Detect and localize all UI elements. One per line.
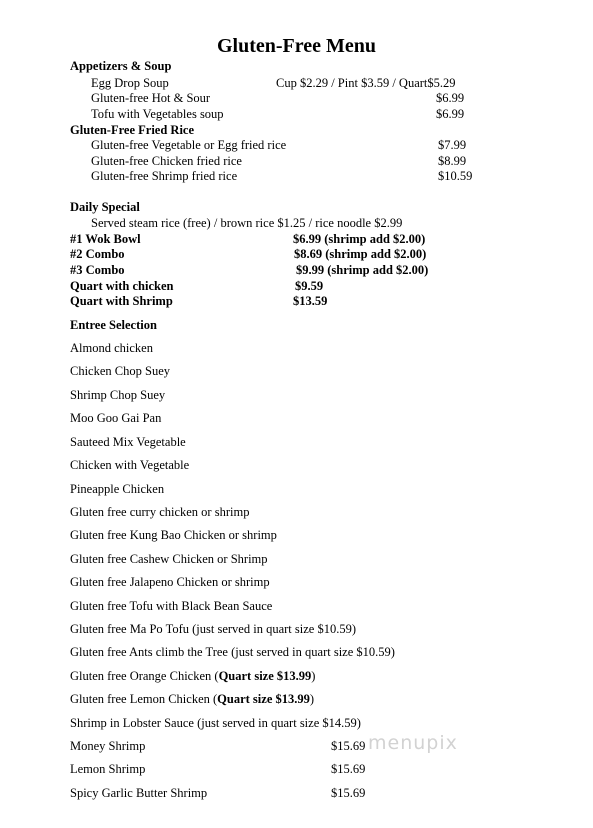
entree-item: Chicken Chop Suey	[70, 364, 170, 378]
entree-item-suffix: )	[309, 692, 315, 706]
menu-item-name: Gluten-free Hot & Sour	[91, 91, 211, 105]
section-heading-appetizers: Appetizers & Soup	[70, 59, 172, 73]
entree-item: Money Shrimp	[70, 739, 146, 753]
entree-item-price: $15.69	[331, 739, 366, 753]
section-heading-entree: Entree Selection	[70, 318, 157, 332]
entree-item: Gluten free Cashew Chicken or Shrimp	[70, 552, 268, 566]
entree-item-text: Gluten free Orange Chicken (	[70, 669, 219, 683]
special-item-price: $9.59	[295, 279, 324, 293]
menu-item-price: $10.59	[438, 169, 473, 183]
entree-item: Gluten free Ants climb the Tree (just served in quart size $10.59)	[70, 645, 395, 659]
special-item-price: $9.99 (shrimp add $2.00)	[296, 263, 429, 277]
entree-item: Lemon Shrimp	[70, 762, 146, 776]
entree-item: Pineapple Chicken	[70, 482, 165, 496]
special-item-name: #3 Combo	[70, 263, 125, 277]
entree-item: Moo Goo Gai Pan	[70, 411, 162, 425]
section-heading-fried-rice: Gluten-Free Fried Rice	[70, 123, 195, 137]
menu-item-price: $6.99	[436, 107, 465, 121]
entree-item: Shrimp in Lobster Sauce (just served in quart size $14.59)	[70, 716, 361, 730]
entree-item	[70, 670, 315, 683]
entree-item-price: $15.69	[331, 762, 366, 776]
entree-item-suffix: )	[311, 669, 316, 683]
entree-item: Chicken with Vegetable	[70, 458, 190, 472]
entree-item	[70, 693, 314, 706]
menu-item-name: Gluten-free Chicken fried rice	[91, 154, 242, 168]
entree-item-price: $15.69	[331, 786, 366, 800]
special-item-price: $8.69 (shrimp add $2.00)	[294, 247, 427, 261]
special-item-name: Quart with chicken	[70, 279, 174, 293]
special-item-name: Quart with Shrimp	[70, 294, 173, 308]
menu-item-name: Tofu with Vegetables soup	[91, 107, 224, 121]
entree-item-bold-price: Quart size $13.99	[218, 669, 312, 683]
menu-item-price: Cup $2.29 / Pint $3.59 / Quart$5.29	[276, 76, 456, 90]
menu-item-name: Gluten-free Vegetable or Egg fried rice	[91, 138, 287, 152]
entree-item: Gluten free Ma Po Tofu (just served in quart size $10.59)	[70, 622, 356, 636]
page-title: Gluten-Free Menu	[216, 35, 377, 57]
entree-item-text: Gluten free Lemon Chicken (	[70, 692, 218, 706]
entree-item: Sauteed Mix Vegetable	[70, 435, 186, 449]
entree-item: Shrimp Chop Suey	[70, 388, 166, 402]
entree-item: Spicy Garlic Butter Shrimp	[70, 786, 208, 800]
entree-item: Gluten free Tofu with Black Bean Sauce	[70, 599, 273, 613]
menu-item-name: Gluten-free Shrimp fried rice	[91, 169, 238, 183]
entree-item: Gluten free Kung Bao Chicken or shrimp	[70, 528, 277, 542]
special-item-price: $13.59	[293, 294, 328, 308]
menu-item-price: $8.99	[438, 154, 467, 168]
menu-item-price: $6.99	[436, 91, 465, 105]
entree-item-bold-price: Quart size $13.99	[217, 692, 310, 706]
section-heading-daily-special: Daily Special	[70, 200, 140, 214]
watermark-logo: menupix	[368, 732, 458, 754]
special-item-name: #1 Wok Bowl	[70, 232, 141, 246]
menu-item-price: $7.99	[438, 138, 467, 152]
daily-special-note: Served steam rice (free) / brown rice $1.25 / rice noodle $2.99	[91, 216, 403, 230]
entree-item: Gluten free curry chicken or shrimp	[70, 505, 250, 519]
entree-item: Almond chicken	[70, 341, 153, 355]
special-item-price: $6.99 (shrimp add $2.00)	[293, 232, 426, 246]
menu-item-name: Egg Drop Soup	[91, 76, 169, 90]
special-item-name: #2 Combo	[70, 247, 125, 261]
entree-item: Gluten free Jalapeno Chicken or shrimp	[70, 575, 270, 589]
